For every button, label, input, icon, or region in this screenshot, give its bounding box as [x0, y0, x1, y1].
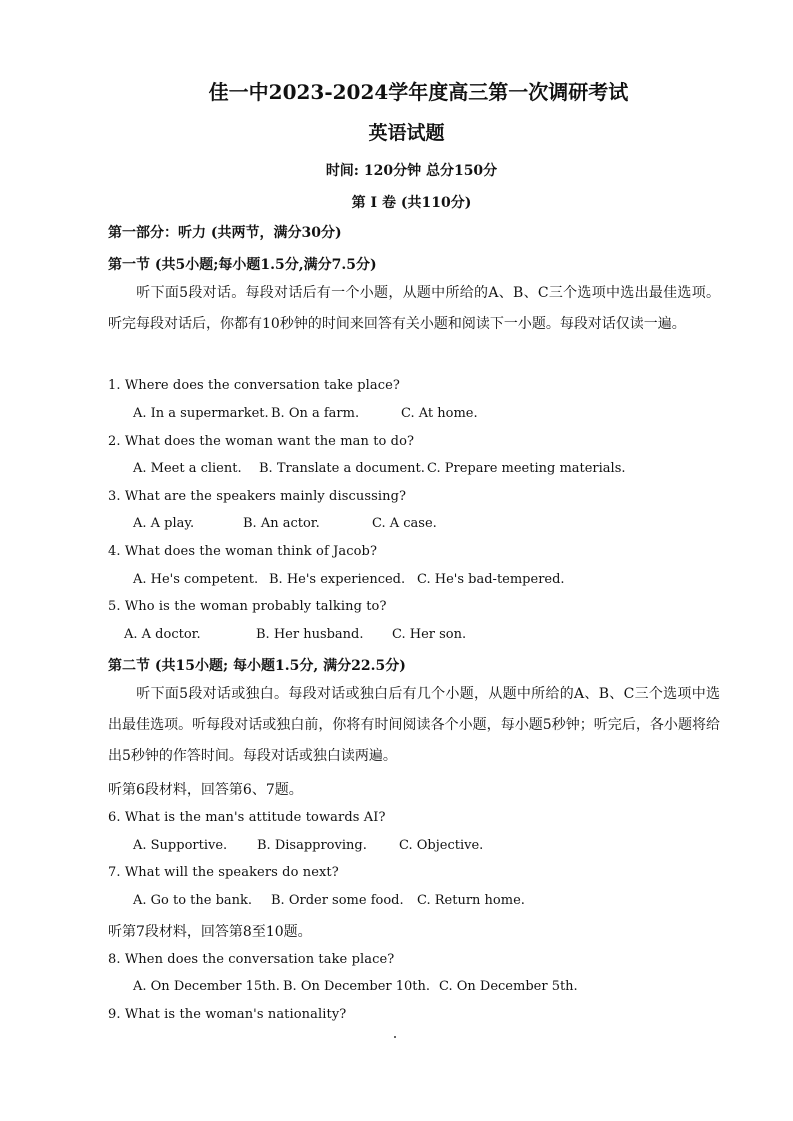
- q7-option-a: A. Go to the bank.: [133, 893, 253, 908]
- q7-option-c: C. Return home.: [417, 893, 525, 908]
- section1-instructions-text: 听下面5段对话。每段对话后有一个小题，从题中所给的A、B、C三个选项中选出最佳选项。听完每段对话后，你都有10秒钟的时间来回答有关小题和阅读下一小题。每段对话仅读一遍。: [108, 285, 720, 332]
- time-score-line: 时间: 120分钟 总分150分: [325, 163, 498, 179]
- section1-instructions: [108, 278, 720, 340]
- q3-option-c: C. A case.: [372, 516, 437, 531]
- question-5-stem: 5. Who is the woman probably talking to?: [108, 599, 387, 614]
- exam-title: 佳一中2023-2024学年度高三第一次调研考试: [208, 80, 629, 104]
- q1-option-c: C. At home.: [401, 406, 478, 421]
- q6-option-b: B. Disapproving.: [257, 838, 367, 853]
- q5-option-c: C. Her son.: [392, 627, 467, 642]
- section1-heading: 第一节 (共5小题;每小题1.5分,满分7.5分): [108, 257, 377, 273]
- q2-option-a: A. Meet a client.: [133, 461, 242, 476]
- q5-option-a: A. A doctor.: [124, 627, 201, 642]
- q3-option-a: A. A play.: [133, 516, 195, 531]
- question-1-stem: 1. Where does the conversation take place?: [108, 378, 400, 393]
- q8-option-a: A. On December 15th.: [133, 979, 280, 994]
- q1-option-b: B. On a farm.: [271, 406, 360, 421]
- q6-option-c: C. Objective.: [399, 838, 484, 853]
- question-6-stem: 6. What is the man's attitude towards AI?: [108, 810, 386, 825]
- material-6-note: 听第6段材料，回答第6、7题。: [108, 782, 303, 798]
- question-9-stem: 9. What is the woman's nationality?: [108, 1007, 347, 1022]
- q2-option-b: B. Translate a document.: [259, 461, 425, 476]
- q6-option-a: A. Supportive.: [133, 838, 228, 853]
- q4-option-b: B. He's experienced.: [269, 572, 406, 587]
- q8-option-c: C. On December 5th.: [439, 979, 578, 994]
- subject-title: 英语试题: [368, 122, 445, 144]
- question-7-stem: 7. What will the speakers do next?: [108, 865, 339, 880]
- q3-option-b: B. An actor.: [243, 516, 320, 531]
- q2-option-c: C. Prepare meeting materials.: [427, 461, 626, 476]
- question-2-stem: 2. What does the woman want the man to do?: [108, 434, 415, 449]
- material-7-note: 听第7段材料，回答第8至10题。: [108, 924, 312, 940]
- question-8-stem: 8. When does the conversation take place?: [108, 952, 395, 967]
- q8-option-b: B. On December 10th.: [283, 979, 431, 994]
- part1-heading: 第一部分：听力 (共两节，满分30分): [108, 225, 342, 241]
- page-footer-mark: [394, 1036, 396, 1038]
- q4-option-c: C. He's bad-tempered.: [417, 572, 565, 587]
- volume-line: 第 I 卷 (共110分): [351, 195, 472, 211]
- q1-option-a: A. In a supermarket.: [133, 406, 269, 421]
- question-4-stem: 4. What does the woman think of Jacob?: [108, 544, 378, 559]
- section2-heading: 第二节 (共15小题; 每小题1.5分, 满分22.5分): [108, 658, 406, 674]
- question-3-stem: 3. What are the speakers mainly discussing?: [108, 489, 407, 504]
- section2-instructions-text: 听下面5段对话或独白。每段对话或独白后有几个小题，从题中所给的A、B、C三个选项中选出最佳选项。听每段对话或独白前，你将有时间阅读各个小题，每小题5秒钟；听完后，各小题将给出5秒钟的作答时间。每段对话或独白读两遍。: [108, 686, 720, 764]
- section2-instructions: [108, 679, 720, 772]
- q4-option-a: A. He's competent.: [133, 572, 259, 587]
- q5-option-b: B. Her husband.: [256, 627, 364, 642]
- q7-option-b: B. Order some food.: [271, 893, 404, 908]
